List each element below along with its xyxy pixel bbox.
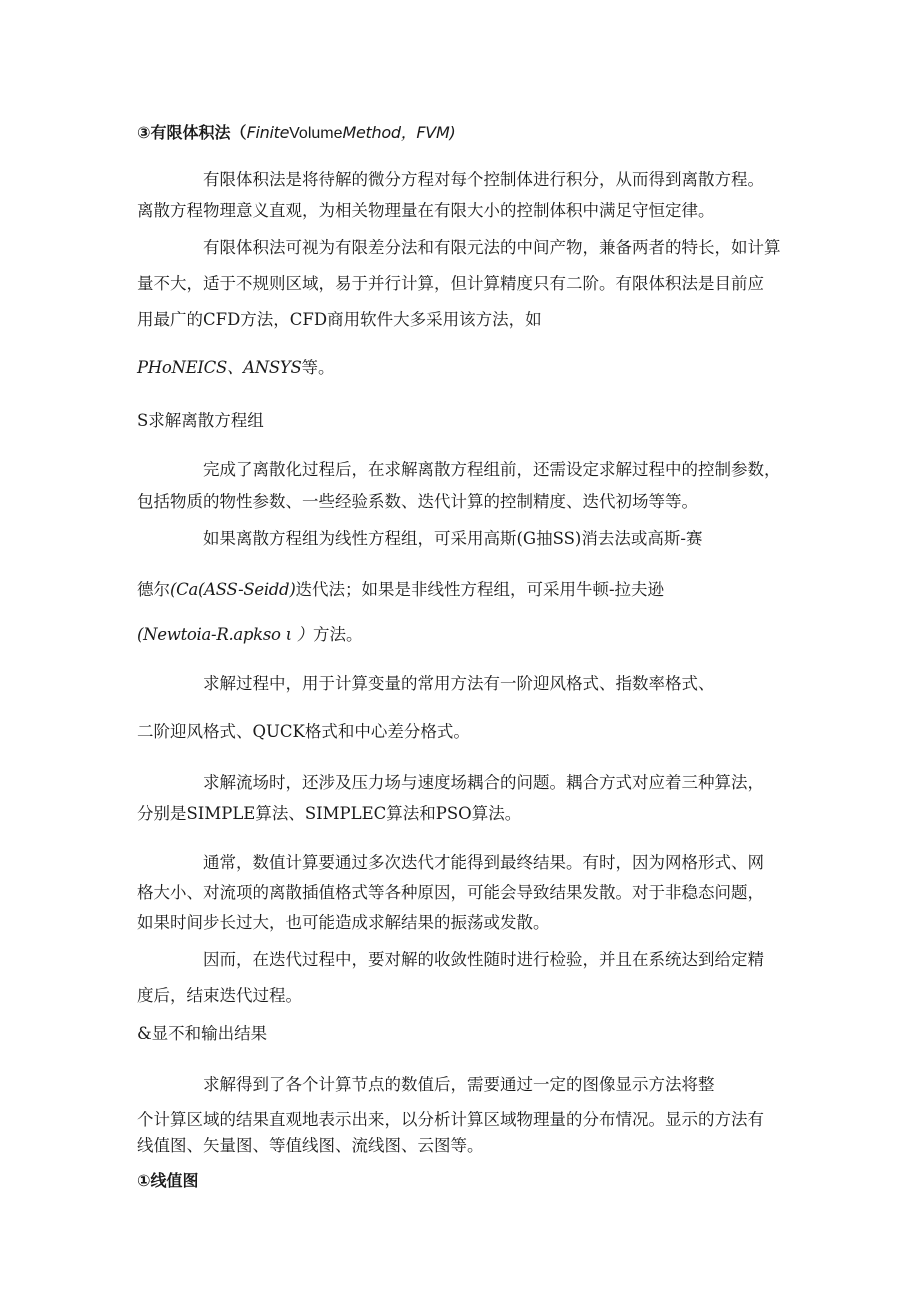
paragraph-line: 如果时间步长过大，也可能造成求解结果的振荡或发散。 <box>137 913 550 932</box>
paragraph-line <box>137 582 664 599</box>
paragraph-line: 包括物质的物性参数、一些经验系数、迭代计算的控制精度、迭代初场等等。 <box>137 492 698 511</box>
paragraph-line: 求解流场时，还涉及压力场与速度场耦合的问题。耦合方式对应着三种算法， <box>203 773 764 792</box>
paragraph-line: 量不大，适于不规则区域，易于并行计算，但计算精度只有二阶。有限体积法是目前应 <box>137 274 764 293</box>
heading-en-volume: Volume <box>289 125 343 142</box>
method-name-en: (Newtoia-R.apkso ι ） <box>137 625 313 644</box>
paragraph-line: 通常，数值计算要通过多次迭代才能得到最终结果。有时，因为网格形式、网 <box>203 853 764 872</box>
paragraph-line: 完成了离散化过程后，在求解离散方程组前，还需设定求解过程中的控制参数， <box>203 460 781 479</box>
heading-en-method: Method，FVM) <box>342 123 456 142</box>
paragraph-line: 格大小、对流项的离散插值格式等各种原因，可能会导致结果发散。对于非稳态问题， <box>137 883 764 902</box>
paragraph-line: 度后，结束迭代过程。 <box>137 986 302 1005</box>
line-text: 德尔 <box>137 580 170 599</box>
paragraph-line: 有限体积法是将待解的微分方程对每个控制体进行积分，从而得到离散方程。 <box>203 170 764 189</box>
line-tail: 等。 <box>301 358 335 377</box>
paragraph-line <box>137 360 335 377</box>
paragraph-line: 如果离散方程组为线性方程组，可采用高斯(G抽SS)消去法或高斯-赛 <box>203 529 703 548</box>
paragraph-line: 二阶迎风格式、QUCK格式和中心差分格式。 <box>137 722 470 741</box>
heading-display-output: &显不和输出结果 <box>137 1024 268 1043</box>
paragraph-line: 分别是SIMPLE算法、SIMPLEC算法和PSO算法。 <box>137 804 522 823</box>
method-name-en: (Ca(ASS-Seidd) <box>170 580 296 599</box>
heading-en-finite: Finite <box>246 123 290 142</box>
paragraph-line: 离散方程物理意义直观，为相关物理量在有限大小的控制体积中满足守恒定律。 <box>137 201 715 220</box>
paragraph-line: 线值图、矢量图、等值线图、流线图、云图等。 <box>137 1136 484 1155</box>
heading-finite-volume-method <box>137 125 455 142</box>
line-text: 方法。 <box>312 625 363 644</box>
paragraph-line: 个计算区域的结果直观地表示出来，以分析计算区域物理量的分布情况。显示的方法有 <box>137 1110 764 1129</box>
paragraph-line: 用最广的CFD方法，CFD商用软件大多采用该方法，如 <box>137 310 542 329</box>
paragraph-line: 求解过程中，用于计算变量的常用方法有一阶迎风格式、指数率格式、 <box>203 674 715 693</box>
paragraph-line <box>137 627 362 644</box>
paragraph-line: 求解得到了各个计算节点的数值后，需要通过一定的图像显示方法将整 <box>203 1075 715 1094</box>
line-text: 迭代法；如果是非线性方程组，可采用牛顿-拉夫逊 <box>295 580 665 599</box>
software-names: PHoNEICS、ANSYS <box>137 358 302 377</box>
paragraph-line: 因而，在迭代过程中，要对解的收敛性随时进行检验，并且在系统达到给定精 <box>203 950 764 969</box>
heading-solve-discrete-equations: S求解离散方程组 <box>137 411 264 430</box>
heading-text: ③有限体积法（ <box>137 123 247 142</box>
paragraph-line: 有限体积法可视为有限差分法和有限元法的中间产物，兼备两者的特长，如计算 <box>203 238 781 257</box>
heading-line-value-chart: ①线值图 <box>137 1171 199 1190</box>
